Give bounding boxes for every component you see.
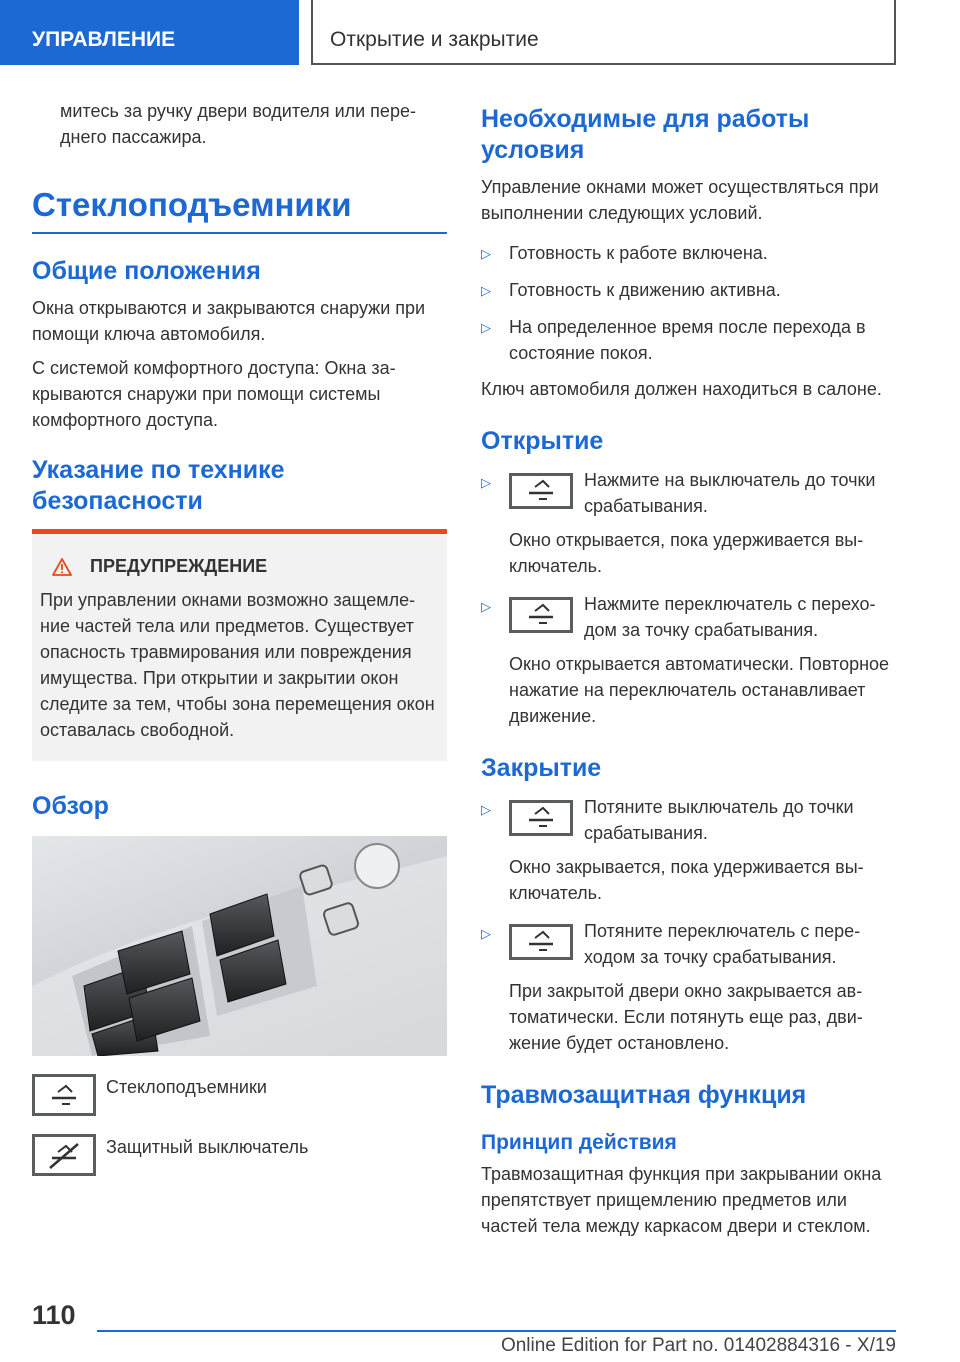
open-step-result: Окно открывается, пока удерживается выключатель. [509,530,864,576]
warning-box [32,529,447,761]
safety-heading: Указание по технике безопасности [32,456,285,515]
legend-label-window-switch: Стеклоподъемники [106,1077,267,1097]
chapter-title: Открытие и закрытие [330,28,539,51]
condition-item: ▷ Готовность к движению активна. [481,280,781,300]
legend-label-safety-switch: Защитный выключатель [106,1137,309,1157]
warning-header [40,556,437,577]
close-heading: Закрытие [481,754,602,782]
close-step: ▷ Потяните переключатель с переходом за точку срабатывания. [481,921,861,967]
warning-text: При управлении окнами возможно защемление частей тела или предметов. Существует опасность травмирования или повреждения имущества. При открытии и закрытии окон следите за тем, чтобы зона перемещения окон оставалась свободной. [40,590,435,740]
principle-text: Травмозащитная функция при закрывании окна препятствует прищемлению предметов или частей тела между каркасом двери и стеклом. [481,1164,882,1236]
window-switch-icon [509,597,573,633]
intro-text: митесь за ручку двери водителя или переднего пассажира. [60,101,416,147]
conditions-note: Ключ автомобиля должен находиться в салоне. [481,379,882,399]
overview-heading: Обзор [32,792,109,820]
conditions-intro: Управление окнами может осуществляться при выполнении следующих условий. [481,177,879,223]
window-switch-photo [32,836,447,1056]
chapter-tab [311,0,896,65]
legend-item-safety-switch [32,1134,447,1176]
general-heading: Общие положения [32,257,261,285]
open-step: ▷ Нажмите переключатель с переходом за точку срабатывания. [481,594,876,640]
close-step: ▷ Потяните выключатель до точки срабатывания. [481,797,854,843]
page-number: 110 [32,1300,76,1330]
switch-panel-illustration [32,836,447,1056]
open-heading: Открытие [481,427,604,455]
section-tab [0,0,299,65]
general-paragraph-2: С системой комфортного доступа: Окна закрываются снаружи при помощи системы комфортного доступа. [32,358,396,430]
close-step-result: Окно закрывается, пока удерживается выключатель. [509,857,864,903]
window-switch-icon [509,473,573,509]
page-title: Стеклоподъемники [32,186,447,234]
window-switch-icon [32,1074,96,1116]
warning-triangle-icon [52,558,72,576]
footer-divider [97,1330,896,1332]
section-title: УПРАВЛЕНИЕ [32,28,176,51]
condition-item: ▷ Готовность к работе включена. [481,243,768,263]
condition-item: ▷ На определенное время после перехода в состояние покоя. [481,317,866,363]
left-column [32,98,447,1176]
close-step-result: При закрытой двери окно закрывается автоматически. Если потянуть еще раз, движение будет остановлено. [509,981,863,1053]
window-switch-icon [509,924,573,960]
footer-edition: Online Edition for Part no. 01402884316 - X/19 [500,1335,896,1356]
safety-switch-icon [32,1134,96,1176]
open-step: ▷ Нажмите на выключатель до точки срабатывания. [481,470,876,516]
principle-heading: Принцип действия [481,1131,677,1154]
general-paragraph-1: Окна открываются и закрываются снаружи при помощи ключа автомобиля. [32,298,426,344]
warning-title: ПРЕДУПРЕЖДЕНИЕ [90,556,268,576]
pinch-heading: Травмозащитная функция [481,1081,807,1109]
legend-item-window-switch [32,1074,447,1116]
right-column [481,104,896,1247]
open-step-result: Окно открывается автоматически. Повторное нажатие на переключатель останавливает движение. [509,654,890,726]
conditions-heading: Необходимые для работы условия [481,105,810,164]
window-switch-icon [509,800,573,836]
